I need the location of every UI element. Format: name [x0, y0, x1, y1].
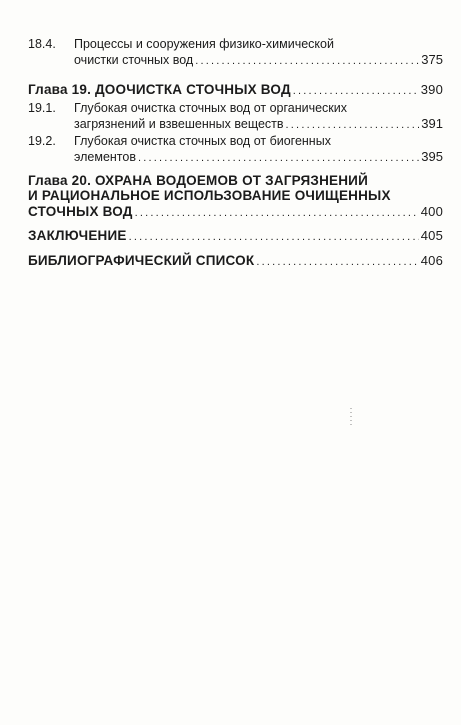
- table-of-contents: [28, 36, 443, 270]
- dot-leader: [138, 150, 419, 166]
- chapter-title-line-3: СТОЧНЫХ ВОД: [28, 203, 133, 219]
- page-number: 406: [420, 252, 443, 268]
- toc-chapter-19: [28, 82, 443, 100]
- section-title-line-2: элементов: [74, 149, 136, 164]
- section-number: 19.2.: [28, 133, 56, 148]
- section-title-line-1: Глубокая очистка сточных вод от органических: [74, 100, 348, 115]
- dot-leader: [135, 206, 419, 222]
- chapter-prefix: Глава: [28, 172, 68, 188]
- section-title-line-1: Глубокая очистка сточных вод от биогенных: [74, 133, 331, 148]
- page-number: 400: [420, 203, 443, 219]
- page-number: 390: [420, 82, 443, 97]
- section-number: 18.4.: [28, 37, 56, 51]
- section-number: 19.1.: [28, 100, 56, 115]
- dot-leader: [293, 84, 419, 100]
- page-number: 375: [421, 52, 443, 67]
- chapter-title-line-1: 20. ОХРАНА ВОДОЕМОВ ОТ ЗАГРЯЗНЕНИЙ: [71, 172, 368, 188]
- toc-chapter-20: [28, 173, 443, 222]
- toc-bibliography: [28, 253, 443, 271]
- dot-leader: [286, 117, 420, 133]
- toc-conclusion: [28, 228, 443, 246]
- section-title-line-2: очистки сточных вод: [74, 53, 194, 67]
- chapter-title-line-2: И РАЦИОНАЛЬНОЕ ИСПОЛЬЗОВАНИЕ ОЧИЩЕННЫХ: [28, 188, 391, 203]
- section-title-line-2: загрязнений и взвешенных веществ: [74, 116, 284, 131]
- chapter-title: 19. ДООЧИСТКА СТОЧНЫХ ВОД: [71, 82, 291, 97]
- toc-entry-19-2: [28, 133, 443, 166]
- toc-entry-18-4: [28, 36, 443, 69]
- toc-entry-19-1: [28, 100, 443, 133]
- chapter-prefix: Глава: [28, 82, 68, 97]
- dot-leader: [256, 255, 418, 271]
- dot-leader: [129, 230, 419, 246]
- bibliography-title: БИБЛИОГРАФИЧЕСКИЙ СПИСОК: [28, 252, 255, 268]
- page-number: 391: [421, 115, 443, 131]
- section-title-line-1: Процессы и сооружения физико-химической: [74, 37, 334, 51]
- page-number: 395: [421, 148, 443, 164]
- page-number: 405: [420, 228, 443, 243]
- dot-leader: [195, 53, 419, 69]
- conclusion-title: ЗАКЛЮЧЕНИЕ: [28, 228, 127, 243]
- paper-speck: [350, 408, 352, 426]
